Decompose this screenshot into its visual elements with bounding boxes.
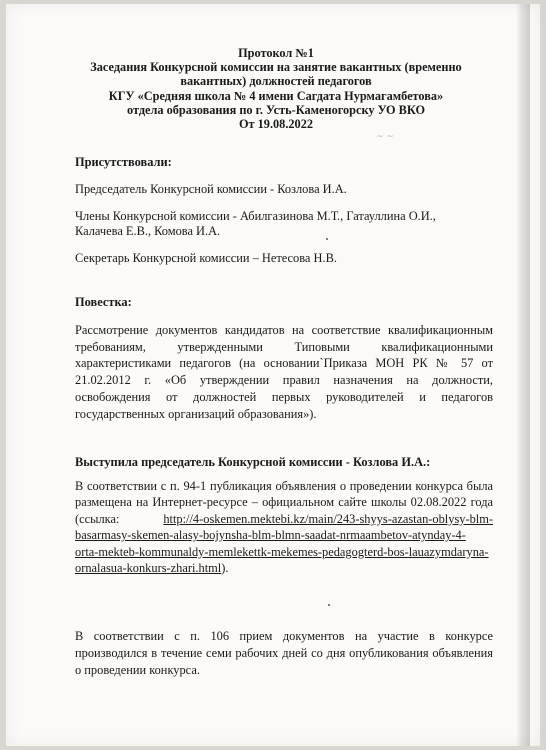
protocol-title: Протокол №1 xyxy=(238,46,314,60)
attendees-chair: Председатель Конкурсной комиссии - Козлова И.А. xyxy=(75,182,347,196)
link-suffix: ). xyxy=(221,561,229,576)
speech-paragraph-2 xyxy=(75,628,493,678)
school-site-link[interactable]: http://4-oskemen.mektebi.kz/main/243-shyys-azastan-oblysy-blm- xyxy=(163,511,493,526)
agenda-line: 21.02.2012 г. «Об утверждении правил назначения на должности, xyxy=(75,373,493,388)
attendees-members-1: Члены Конкурсной комиссии - Абилгазинова М.Т., Гатауллина О.И., xyxy=(75,209,436,223)
header-line-3: вакантных) должностей педагогов xyxy=(180,74,372,89)
speech-heading: Выступила председатель Конкурсной комиссии - Козлова И.А.: xyxy=(75,455,431,469)
link-prefix: (ссылка: xyxy=(75,511,120,526)
header-line-2: Заседания Конкурсной комиссии на занятие вакантных (временно xyxy=(90,60,462,75)
school-site-link-cont[interactable]: orta-mekteb-kommunaldy-memlekettk-mekemes-pedagogterd-bos-lauazymdaryna- xyxy=(75,544,489,559)
protocol-header xyxy=(66,46,486,131)
agenda-text xyxy=(75,322,493,422)
scan-shadow xyxy=(516,4,530,746)
speech-line: размещена на Интернет-ресурсе – официальном сайте школы 02.08.2022 года xyxy=(75,495,493,510)
agenda-line: государственных организаций образования»). xyxy=(75,406,317,421)
attendees-heading: Присутствовали: xyxy=(75,155,172,169)
header-date: От 19.08.2022 xyxy=(238,117,313,132)
speech-line: В соответствии с п. 106 прием документов на участие в конкурсе xyxy=(75,629,493,643)
header-line-5: отдела образования по г. Усть-Каменогорску УО ВКО xyxy=(126,102,426,117)
document-page xyxy=(6,4,540,746)
agenda-line: требованиям, утвержденными Типовыми квалификационными xyxy=(75,339,493,354)
speck xyxy=(328,604,330,606)
speech-line: о проведении конкурса. xyxy=(75,662,200,677)
link-first-row xyxy=(75,511,493,527)
school-site-link-cont[interactable]: ornalasua-konkurs-zhari.html xyxy=(75,561,222,576)
agenda-line: Рассмотрение документов кандидатов на соответствие квалификационным xyxy=(75,323,493,337)
speech-paragraph-1 xyxy=(75,478,493,576)
faint-stamp-mark: ~ ~ xyxy=(376,132,394,142)
speech-line: производился в течение семи рабочих дней со дня опубликования объявления xyxy=(75,645,493,660)
attendees-secretary: Секретарь Конкурсной комиссии – Нетесова Н.В. xyxy=(75,251,337,265)
agenda-line: характеристиками педагогов (на основании`Приказа МОН РК № 57 от xyxy=(75,356,493,371)
agenda-heading: Повестка: xyxy=(75,295,132,309)
school-site-link-cont[interactable]: basarmasy-skemen-alasy-bojynsha-blm-blmn-saadat-nrmaambetov-atynday-4- xyxy=(75,528,466,543)
agenda-line: освобождения от должностей первых руководителей и педагогов xyxy=(75,389,493,404)
header-line-4: КГУ «Средняя школа № 4 имени Сагдата Нурмагамбетова» xyxy=(108,88,444,103)
attendees-members-2: Калачева Е.В., Комова И.А. xyxy=(75,224,221,238)
speech-line: В соответствии с п. 94-1 публикация объявления о проведении конкурса была xyxy=(75,479,493,493)
